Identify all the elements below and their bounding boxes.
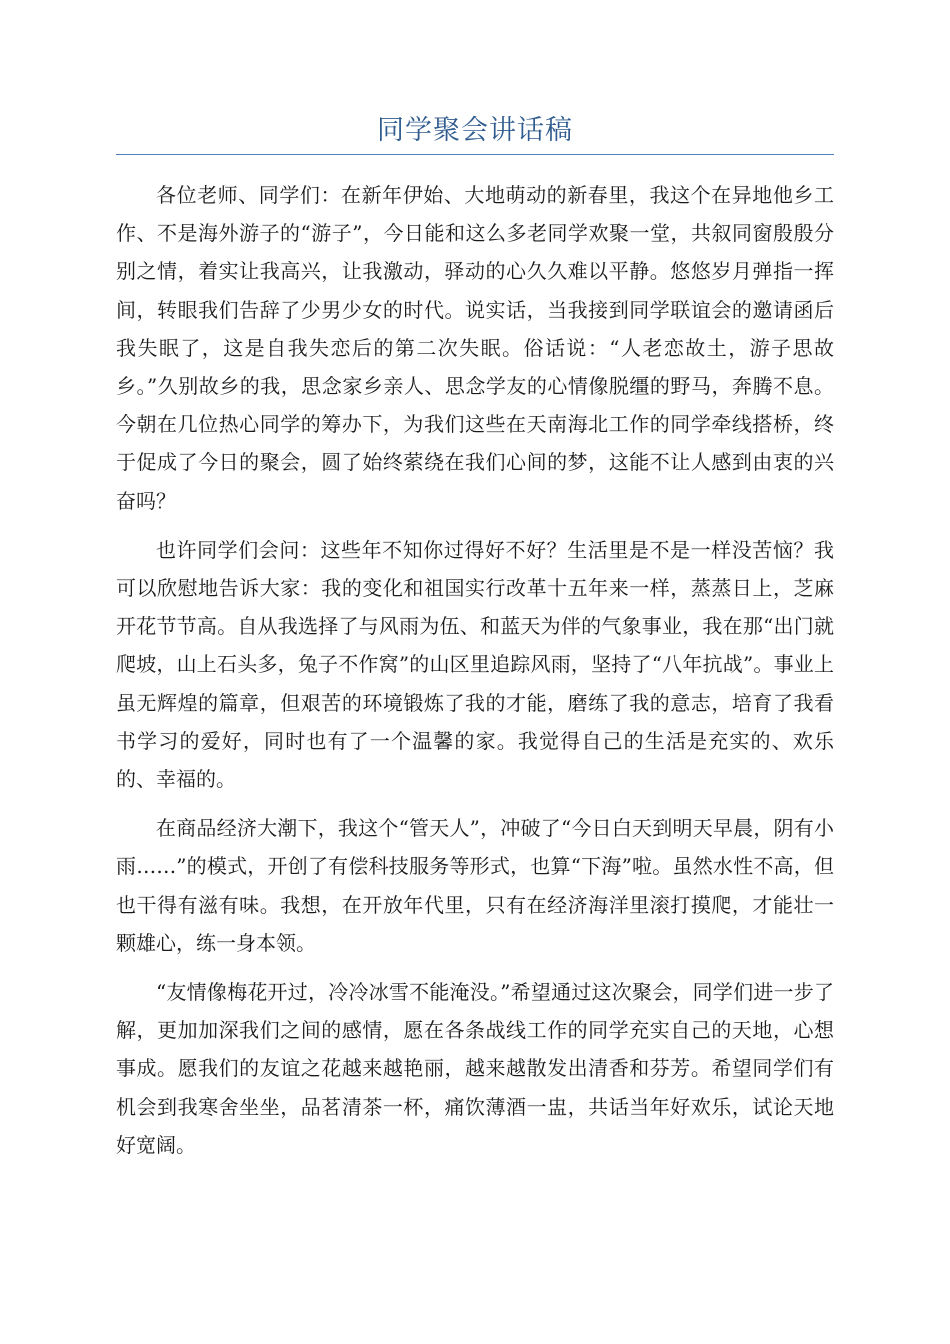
paragraph-2: 也许同学们会问：这些年不知你过得好不好？生活里是不是一样没苦恼？我可以欣慰地告诉大家：我的变化和祖国实行改革十五年来一样，蒸蒸日上，芝麻开花节节高。自从我选择了与风雨为伍、和蓝天为伴的气象事业，我在那“出门就爬坡，山上石头多，兔子不作窝”的山区里追踪风雨，坚持了“八年抗战”。事业上虽无辉煌的篇章，但艰苦的环境锻炼了我的才能，磨练了我的意志，培育了我看书学习的爱好，同时也有了一个温馨的家。我觉得自己的生活是充实的、欢乐的、幸福的。 [116, 537, 834, 792]
paragraph-4: “友情像梅花开过，冷冷冰雪不能淹没。”希望通过这次聚会，同学们进一步了解，更加加深我们之间的感情，愿在各条战线工作的同学充实自己的天地，心想事成。愿我们的友谊之花越来越艳丽，越来越散发出清香和芬芳。希望同学们有机会到我寒舍坐坐，品茗清茶一杯，痛饮薄酒一盅，共话当年好欢乐，试论天地好宽阔。 [116, 980, 834, 1157]
paragraph-1: 各位老师、同学们：在新年伊始、大地萌动的新春里，我这个在异地他乡工作、不是海外游子的“游子”，今日能和这么多老同学欢聚一堂，共叙同窗殷殷分别之情，着实让我高兴，让我激动，驿动的心久久难以平静。悠悠岁月弹指一挥间，转眼我们告辞了少男少女的时代。说实话，当我接到同学联谊会的邀请函后我失眠了，这是自我失恋后的第二次失眠。俗话说：“人老恋故土，游子思故乡。”久别故乡的我，思念家乡亲人、思念学友的心情像脱缰的野马，奔腾不息。今朝在几位热心同学的筹办下，为我们这些在天南海北工作的同学牵线搭桥，终于促成了今日的聚会，圆了始终萦绕在我们心间的梦，这能不让人感到由衷的兴奋吗？ [116, 183, 834, 513]
paragraph-3: 在商品经济大潮下，我这个“管天人”，冲破了“今日白天到明天早晨，阴有小雨……”的模式，开创了有偿科技服务等形式，也算“下海”啦。虽然水性不高，但也干得有滋有味。我想，在开放年代里，只有在经济海洋里滚打摸爬，才能壮一颗雄心，练一身本领。 [116, 816, 834, 955]
title-underline [116, 154, 834, 155]
document-title: 同学聚会讲话稿 [377, 115, 573, 146]
document-body [116, 176, 834, 1175]
